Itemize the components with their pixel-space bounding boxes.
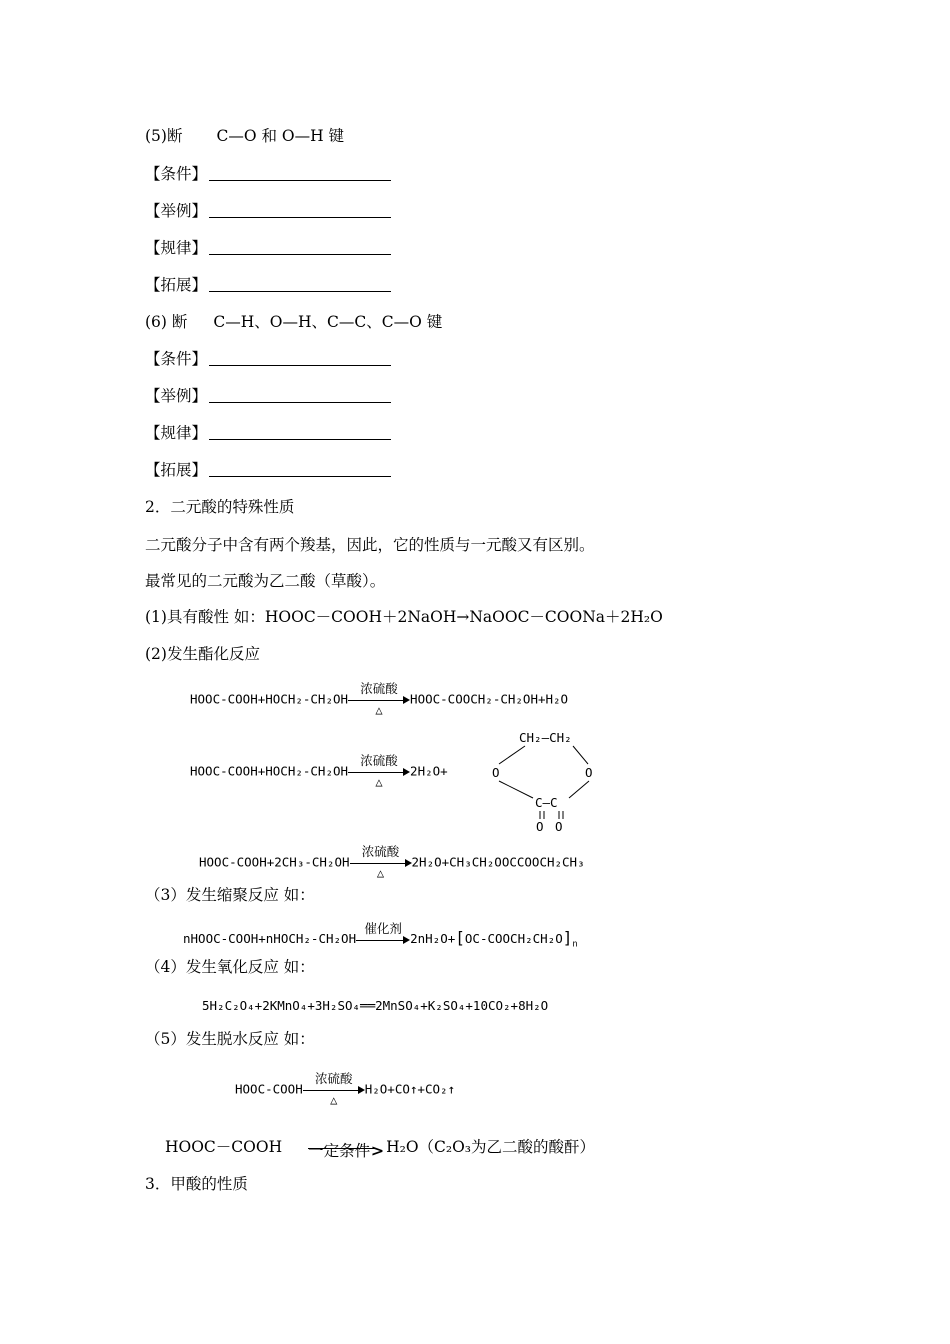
catalyst-label: 浓硫酸 (361, 844, 400, 859)
reactants: HOOC－COOH (165, 1138, 283, 1156)
equation: HOOC－COOH＋2NaOH→NaOOC－COONa＋2H₂O (264, 608, 663, 626)
products: HOOC-COOCH₂-CH₂OH+H₂O (410, 691, 569, 707)
reactants: HOOC-COOH+2CH₃-CH₂OH (199, 854, 350, 870)
catalyst-label: 浓硫酸 (360, 753, 398, 768)
example-field (145, 201, 391, 221)
section6-heading (145, 312, 442, 332)
carbonyl-oxygen: O (555, 819, 563, 834)
item-label: (1)具有酸性 如： (145, 608, 265, 626)
reaction-arrow (348, 681, 410, 717)
products: H₂O（C₂O₃为乙二酸的酸酐） (386, 1138, 596, 1156)
cyclic-ester-structure (485, 724, 610, 836)
answer-blank[interactable] (209, 276, 391, 292)
polymer-degree: n (572, 939, 578, 950)
dehydration-equation (235, 1071, 456, 1107)
products: 2H₂O+CH₃CH₂OOCCOOCH₂CH₃ (411, 854, 585, 870)
condition-field (145, 164, 391, 184)
bracket-open: [ (455, 928, 465, 947)
heading-2: 2．二元酸的特殊性质 (145, 498, 295, 516)
rule-field (145, 423, 391, 443)
anhydride-equation (165, 1137, 596, 1160)
reactants: HOOC-COOH+HOCH₂-CH₂OH (190, 763, 349, 779)
answer-blank[interactable] (209, 461, 391, 477)
ring-bond (499, 781, 533, 798)
catalyst-label: 催化剂 (364, 920, 402, 936)
answer-blank[interactable] (209, 202, 391, 218)
answer-blank[interactable] (209, 387, 391, 403)
section5-heading (145, 126, 344, 146)
ring-top-label: CH₂—CH₂ (519, 730, 572, 745)
reaction-arrow (348, 753, 410, 789)
ester-equation-1 (190, 681, 569, 717)
section-label: (5)断 (145, 127, 183, 145)
heat-symbol: △ (375, 775, 383, 789)
products: 2H₂O+ (410, 763, 448, 779)
ring-oxygen-right: O (585, 765, 593, 780)
item-5-label: （5）发生脱水反应 如： (145, 1030, 315, 1048)
bracket-close: ] (562, 928, 573, 947)
products: 2nH₂O+ (410, 931, 456, 946)
intro-line-1: 二元酸分子中含有两个羧基，因此，它的性质与一元酸又有区别。 (145, 536, 595, 554)
reaction-arrow (303, 1071, 365, 1107)
reaction-arrow (356, 920, 410, 949)
field-label: 【举例】 (145, 202, 208, 220)
field-label: 【拓展】 (145, 461, 208, 479)
bond-text: C—H、O—H、C—C、C—O 键 (213, 313, 443, 331)
ring-oxygen-left: O (492, 765, 500, 780)
heading-3: 3．甲酸的性质 (145, 1175, 248, 1193)
answer-blank[interactable] (209, 424, 391, 440)
polycondensation-equation (183, 920, 578, 950)
field-label: 【条件】 (145, 350, 208, 368)
heat-symbol: △ (375, 703, 383, 717)
condition-field (145, 349, 391, 369)
heat-symbol: △ (376, 866, 385, 880)
ring-bond (569, 781, 589, 798)
item-4-label: （4）发生氧化反应 如： (145, 958, 315, 976)
item-1 (145, 607, 663, 627)
oxidation-equation: 5H₂C₂O₄+2KMnO₄+3H₂SO₄══2MnSO₄+K₂SO₄+10CO₂+8H₂O (202, 998, 549, 1013)
condition-label: 一定条件 (308, 1142, 371, 1160)
field-label: 【条件】 (145, 165, 208, 183)
polymer-unit: OC-COOCH₂CH₂O (464, 931, 563, 946)
ring-bond (499, 746, 525, 764)
field-label: 【规律】 (145, 424, 208, 442)
example-field (145, 386, 391, 406)
item-3-label: （3）发生缩聚反应 如： (145, 886, 315, 904)
field-label: 【举例】 (145, 387, 208, 405)
reactants: HOOC-COOH (235, 1081, 303, 1097)
products: H₂O+CO↑+CO₂↑ (364, 1081, 456, 1097)
reactants: nHOOC-COOH+nHOCH₂-CH₂OH (183, 931, 357, 946)
carbonyl-oxygen: O (536, 819, 544, 834)
answer-blank[interactable] (209, 239, 391, 255)
item-2: (2)发生酯化反应 (145, 645, 260, 663)
intro-line-2: 最常见的二元酸为乙二酸（草酸）。 (145, 572, 386, 590)
catalyst-label: 浓硫酸 (360, 681, 398, 696)
ring-carbon-label: C—C (535, 795, 558, 810)
field-label: 【拓展】 (145, 276, 208, 294)
heat-symbol: △ (330, 1093, 338, 1107)
ester-equation-3 (199, 844, 585, 880)
extension-field (145, 275, 391, 295)
ester-equation-2 (190, 753, 448, 789)
bond-text: C—O 和 O—H 键 (216, 127, 345, 145)
field-label: 【规律】 (145, 239, 208, 257)
answer-blank[interactable] (209, 165, 391, 181)
section-label: (6) 断 (145, 313, 188, 331)
answer-blank[interactable] (209, 350, 391, 366)
reaction-arrow: 一定条件 > (308, 1141, 385, 1160)
extension-field (145, 460, 391, 480)
reactants: HOOC-COOH+HOCH₂-CH₂OH (190, 691, 349, 707)
catalyst-label: 浓硫酸 (314, 1071, 353, 1086)
ring-bond (573, 746, 588, 764)
reaction-arrow (350, 844, 412, 880)
rule-field (145, 238, 391, 258)
